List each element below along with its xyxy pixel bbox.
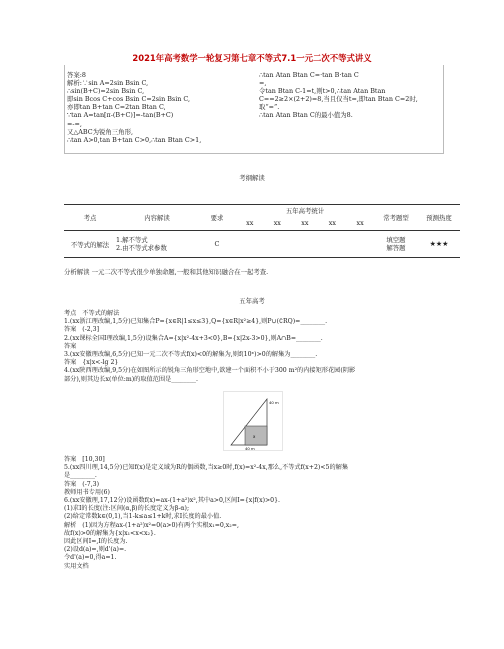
answer-line: ∴tan Atan Btan C的最小值为8. <box>259 111 353 120</box>
table-stat-cell <box>319 231 347 258</box>
table-header-types: 常考题型 <box>383 214 409 222</box>
syllabus-table <box>64 204 460 258</box>
table-stat-cell <box>291 231 319 258</box>
problem-line: 答案 {x|x<-lg 2} <box>64 359 119 367</box>
problem-line: 部分),则其边长x(单位:m)的取值范围是________. <box>64 375 198 383</box>
five-years-heading: 五年高考 <box>239 297 265 305</box>
problem-line: 答案 [10,30] <box>64 456 105 463</box>
table-stat-cell <box>264 231 292 258</box>
table-type-line: 解答题 <box>386 244 406 252</box>
problems-block-2 <box>64 456 348 571</box>
table-header-level: 要求 <box>210 214 224 222</box>
table-year: xx <box>246 218 254 227</box>
table-year: xx <box>328 218 337 227</box>
table-level: C <box>214 240 220 248</box>
problem-line: (2)设d(a)=,则d'(a)=. <box>64 546 127 554</box>
answer-box-left <box>67 71 201 144</box>
table-heat: ★★★ <box>429 240 449 248</box>
answer-line: ∴tan Atan Btan C=·tan B·tan C <box>259 71 359 79</box>
kaogang-heading: 考纲解读 <box>239 174 265 182</box>
problem-line: 教师用书专用(6) <box>64 488 110 496</box>
answer-line: ∴sin(B+C)=2sin Bsin C, <box>67 87 145 96</box>
problem-line: 4.(xx陕西理改编,9,5分)在如图所示的锐角三角形空地中,欲建一个面积不小于300 m²的内接矩形花园(阴影 <box>64 367 356 375</box>
answer-line: 又△ABC为锐角三角形, <box>67 127 133 136</box>
figure-bottom-label: 40 m <box>245 446 255 451</box>
table-stat-cell <box>236 231 264 258</box>
figure-right-label: 40 m <box>269 400 279 405</box>
answer-line: ∴tan A>0,tan B+tan C>0,∴tan Btan C>1, <box>67 135 202 144</box>
answer-box <box>64 65 444 154</box>
answer-line: C==2≥2×(2+2)=8,当且仅当t=,即tan Btan C=2时, <box>259 95 418 104</box>
answer-line: 取“=”. <box>259 103 280 112</box>
document-title: 2021年高考数学一轮复习第七章不等式7.1一元二次不等式讲义 <box>132 53 372 63</box>
table-topic: 不等式的解法 <box>70 240 110 249</box>
problem-line: 3.(xx安徽理改编,6,5分)已知一元二次不等式f(x)<0的解集为,则f(10ˣ)>0的解集为________. <box>64 351 318 359</box>
table-year: xx <box>356 218 364 227</box>
answer-line: 即sin Bcos C+cos Bsin C=2sin Bsin C, <box>67 95 191 104</box>
problem-line: 2.(xx课标全国Ⅰ理改编,1,5分)设集合A={x|x²-4x+3<0},B={x|2x-3>0},则A∩B=________. <box>64 334 323 342</box>
table-header-content: 内容解读 <box>144 214 170 222</box>
answer-box-right <box>259 71 418 120</box>
table-content <box>116 231 198 258</box>
problem-line: 因此区间I=,I的长度为. <box>64 538 128 546</box>
problem-line: 答案 (-7,3) <box>64 480 100 488</box>
triangle-figure <box>223 391 283 451</box>
answer-line: 令tan Btan C-1=t,则t>0,∴tan Atan Btan <box>259 87 386 96</box>
problem-line: 6.(xx安徽理,17,12分)设函数f(x)=ax-(1+a²)x²,其中a>0,区间I={x|f(x)>0}. <box>64 497 281 505</box>
problem-line: 解析 (1)因为方程ax-(1+a²)x²=0(a>0)有两个实根x₁=0,x₂=, <box>64 521 239 529</box>
table-stat-cell <box>346 231 374 258</box>
table-type-line: 填空题 <box>386 235 406 244</box>
table-types <box>374 231 418 258</box>
problem-line: (1)求I的长度(注:区间(α,β)的长度定义为β-α); <box>64 505 190 513</box>
table-content-line: 2.由不等式求参数 <box>116 244 167 252</box>
table-content-line: 1.解不等式 <box>116 235 148 244</box>
answer-line: 答案:8 <box>67 71 87 79</box>
problems-block-1 <box>64 310 355 384</box>
problem-line: 5.(xx四川理,14,5分)已知f(x)是定义域为R的偶函数,当x≥0时,f(x)=x²-4x,那么,不等式f(x+2)<5的解集 <box>64 464 349 472</box>
problem-line: 是________. <box>64 472 97 480</box>
problem-line: 答案 <box>64 342 77 350</box>
problem-line: (2)给定常数k∈(0,1),当1-k≤a≤1+k时,求I长度的最小值. <box>64 513 222 521</box>
table-header-stats: 五年高考统计 <box>285 206 325 215</box>
problem-line: 答案 (-2,3] <box>64 326 100 334</box>
problem-line: 故f(x)>0的解集为{x|x₁<x<x₂}. <box>64 529 156 537</box>
figure-x-label: x <box>253 434 256 439</box>
answer-line: =-=, <box>67 119 82 128</box>
table-header-topic: 考点 <box>83 214 97 222</box>
problem-line: 令d'(a)=0,得a=1. <box>64 554 117 562</box>
analysis-text: 分析解读 一元二次不等式很少单独命题,一般和其他知识融合在一起考查. <box>64 268 269 276</box>
table-year: xx <box>301 218 309 227</box>
answer-line: =, <box>259 79 267 88</box>
answer-line: 解析:∵sin A=2sin Bsin C, <box>67 79 149 88</box>
problem-line: 1.(xx浙江理改编,1,5分)已知集合P={x∈R|1≤x≤3},Q={x∈R|x²≥4},则P∪(∁RQ)=________. <box>64 318 328 326</box>
table-header-heat: 预测热度 <box>426 214 452 222</box>
answer-line: ∵tan A=tan[π-(B+C)]=-tan(B+C) <box>67 111 174 120</box>
problem-line: 实用文档 <box>64 562 89 570</box>
problem-line: 考点 不等式的解法 <box>64 310 120 317</box>
table-year: xx <box>273 218 281 227</box>
answer-line: 亦即tan B+tan C=2tan Btan C, <box>67 103 166 112</box>
